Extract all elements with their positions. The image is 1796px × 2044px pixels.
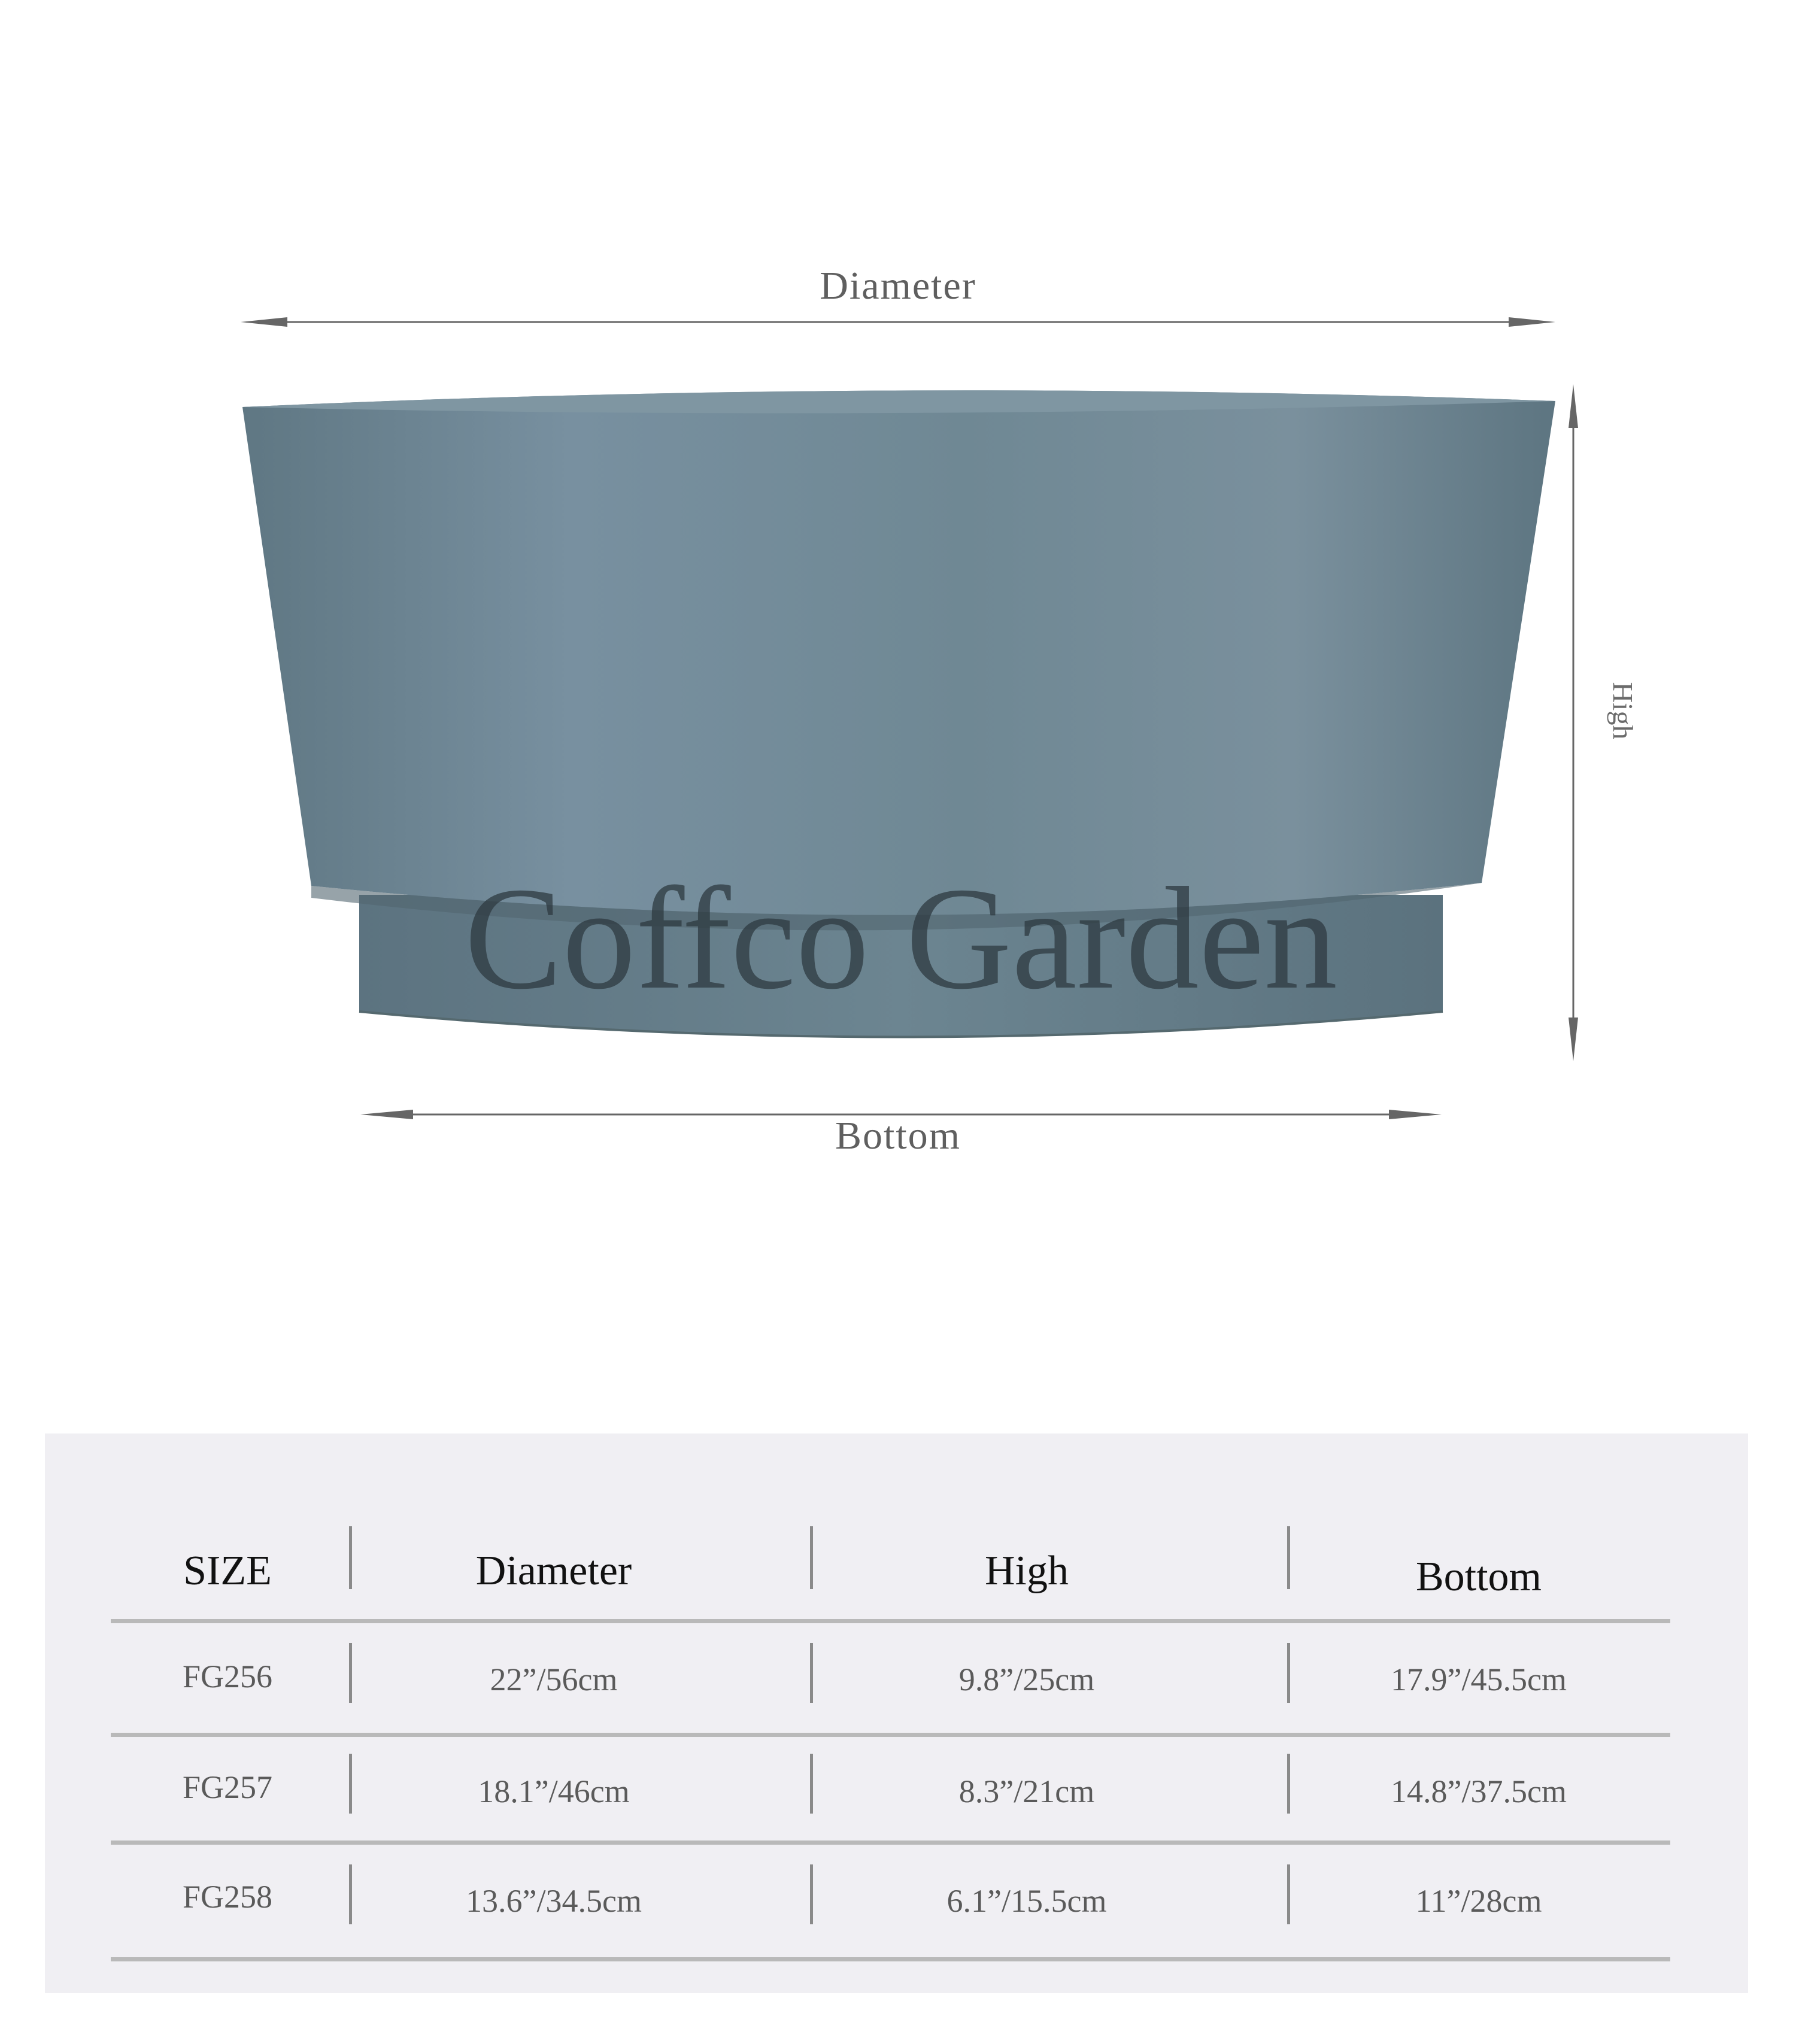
- column-separator: [349, 1643, 352, 1703]
- diameter-label: Diameter: [820, 264, 976, 308]
- high-label: High: [1606, 682, 1639, 740]
- table-divider: [111, 1733, 1670, 1737]
- table-cell-diameter: 22”/56cm: [490, 1662, 618, 1697]
- column-separator: [1287, 1754, 1290, 1814]
- column-separator: [810, 1643, 813, 1703]
- table-header-high: High: [985, 1548, 1069, 1594]
- bottom-label: Bottom: [835, 1114, 961, 1158]
- column-separator: [1287, 1864, 1290, 1924]
- table-cell-size: FG257: [182, 1769, 273, 1805]
- table-cell-bottom: 11”/28cm: [1415, 1883, 1542, 1919]
- column-separator: [810, 1864, 813, 1924]
- column-separator: [810, 1754, 813, 1814]
- column-separator: [349, 1754, 352, 1814]
- table-header-bottom: Bottom: [1415, 1554, 1542, 1600]
- table-cell-bottom: 17.9”/45.5cm: [1391, 1662, 1567, 1697]
- table-divider: [111, 1840, 1670, 1845]
- table-cell-size: FG256: [182, 1659, 273, 1694]
- diameter-arrow: [241, 317, 1555, 327]
- column-separator: [810, 1526, 813, 1589]
- table-header-diameter: Diameter: [475, 1548, 632, 1594]
- table-cell-diameter: 13.6”/34.5cm: [466, 1883, 642, 1919]
- watermark-text: Coffco Garden: [464, 857, 1338, 1019]
- table-cell-high: 9.8”/25cm: [958, 1662, 1095, 1697]
- high-arrow: [1569, 384, 1578, 1061]
- table-cell-diameter: 18.1”/46cm: [478, 1773, 630, 1809]
- column-separator: [1287, 1643, 1290, 1703]
- table-cell-size: FG258: [182, 1879, 273, 1915]
- column-separator: [349, 1526, 352, 1589]
- table-header-size: SIZE: [183, 1548, 272, 1594]
- table-cell-high: 8.3”/21cm: [958, 1773, 1095, 1809]
- table-cell-high: 6.1”/15.5cm: [946, 1883, 1107, 1919]
- column-separator: [1287, 1526, 1290, 1589]
- table-cell-bottom: 14.8”/37.5cm: [1391, 1773, 1567, 1809]
- table-divider: [111, 1957, 1670, 1961]
- table-divider: [111, 1619, 1670, 1623]
- column-separator: [349, 1864, 352, 1924]
